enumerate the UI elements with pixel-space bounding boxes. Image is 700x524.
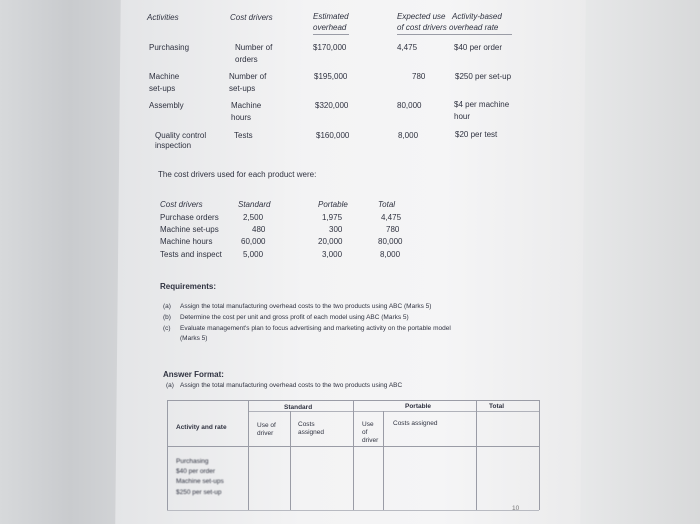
header-cost-drivers: Cost drivers xyxy=(230,13,273,22)
answer-portable: Portable xyxy=(405,403,432,410)
drivers-header: Cost drivers xyxy=(160,200,203,209)
requirement-label: (a) xyxy=(163,303,171,310)
drivers-cell: Machine hours xyxy=(160,237,213,246)
row-use: 80,000 xyxy=(397,101,422,110)
drivers-cell: 80,000 xyxy=(378,237,403,246)
row-rate: $40 per order xyxy=(454,43,503,52)
requirements-title: Requirements: xyxy=(160,282,217,291)
row-overhead: $160,000 xyxy=(316,131,350,140)
row-driver: hours xyxy=(231,113,252,122)
answer-costs-assigned: Costs xyxy=(298,421,315,428)
row-activity: set-ups xyxy=(149,84,176,93)
answer-subtitle: Assign the total manufacturing overhead costs to the two products using ABC xyxy=(180,382,403,389)
drivers-cell: 780 xyxy=(386,225,400,234)
row-use: 8,000 xyxy=(398,131,419,140)
answer-row: Purchasing xyxy=(176,458,209,465)
drivers-cell: Machine set-ups xyxy=(160,225,219,234)
row-use: 780 xyxy=(412,72,426,81)
drivers-cell: 4,475 xyxy=(381,213,402,222)
answer-standard: Standard xyxy=(284,404,313,411)
row-activity: Machine xyxy=(149,72,180,81)
drivers-cell: Tests and inspect xyxy=(160,250,222,259)
page-number: 10 xyxy=(512,505,520,512)
answer-use-of-driver: driver xyxy=(257,430,274,437)
header-expected-l3: of cost drivers overhead rate xyxy=(397,23,499,32)
drivers-cell: 5,000 xyxy=(243,250,264,259)
answer-use-p: Use xyxy=(362,421,374,428)
answer-use-of-driver: Use of xyxy=(257,422,276,429)
row-driver: Tests xyxy=(234,131,253,140)
underline xyxy=(397,34,512,35)
drivers-header: Standard xyxy=(238,200,271,209)
row-rate: $20 per test xyxy=(455,130,498,139)
answer-subtitle-label: (a) xyxy=(166,382,174,389)
underline xyxy=(313,34,349,35)
drivers-cell: 60,000 xyxy=(241,237,266,246)
row-driver: Number of xyxy=(235,43,273,52)
answer-use-p: driver xyxy=(362,437,379,444)
drivers-cell: 3,000 xyxy=(322,250,343,259)
drivers-cell: 2,500 xyxy=(243,213,264,222)
row-overhead: $170,000 xyxy=(313,43,347,52)
answer-use-p: of xyxy=(362,429,368,436)
answer-activity-rate: Activity and rate xyxy=(176,424,227,431)
row-activity: inspection xyxy=(155,141,192,150)
row-activity: Quality control xyxy=(155,131,207,140)
row-driver: Number of xyxy=(229,72,267,81)
answer-title: Answer Format: xyxy=(163,370,224,379)
header-estimated-l1: Estimated xyxy=(313,12,349,21)
requirement-text: (Marks 5) xyxy=(180,335,208,342)
row-overhead: $195,000 xyxy=(314,72,348,81)
row-activity: Purchasing xyxy=(149,43,190,52)
header-expected-l2: Activity-based xyxy=(452,12,502,21)
answer-costs-assigned: assigned xyxy=(298,429,325,436)
drivers-header: Portable xyxy=(318,200,348,209)
requirement-label: (b) xyxy=(163,314,171,321)
answer-total: Total xyxy=(489,403,505,410)
drivers-cell: 8,000 xyxy=(380,250,401,259)
row-activity: Assembly xyxy=(149,101,184,110)
requirement-label: (c) xyxy=(163,325,171,332)
answer-row: Machine set-ups xyxy=(176,478,224,485)
drivers-cell: 1,975 xyxy=(322,213,343,222)
drivers-cell: 480 xyxy=(252,225,266,234)
row-driver: set-ups xyxy=(229,84,256,93)
answer-portable-costs: Costs assigned xyxy=(393,420,438,427)
drivers-cell: Purchase orders xyxy=(160,213,219,222)
drivers-cell: 20,000 xyxy=(318,237,343,246)
row-rate: hour xyxy=(454,112,471,121)
drivers-intro: The cost drivers used for each product were: xyxy=(158,170,317,179)
requirement-text: Evaluate management's plan to focus advertising and marketing activity on the portable model xyxy=(180,325,451,332)
row-driver: orders xyxy=(235,55,258,64)
row-rate: $4 per machine xyxy=(454,100,510,109)
drivers-cell: 300 xyxy=(329,225,343,234)
header-activities: Activities xyxy=(147,13,179,22)
answer-row: $40 per order xyxy=(176,468,216,475)
row-driver: Machine xyxy=(231,101,262,110)
header-expected-l1: Expected use xyxy=(397,12,446,21)
requirement-text: Assign the total manufacturing overhead costs to the two products using ABC (Marks 5) xyxy=(180,303,432,310)
answer-row: $250 per set-up xyxy=(176,489,222,496)
row-rate: $250 per set-up xyxy=(455,72,512,81)
header-estimated-l2: overhead xyxy=(313,23,347,32)
requirement-text: Determine the cost per unit and gross profit of each model using ABC (Marks 5) xyxy=(180,314,409,321)
drivers-header: Total xyxy=(378,200,396,209)
row-overhead: $320,000 xyxy=(315,101,349,110)
row-use: 4,475 xyxy=(397,43,418,52)
